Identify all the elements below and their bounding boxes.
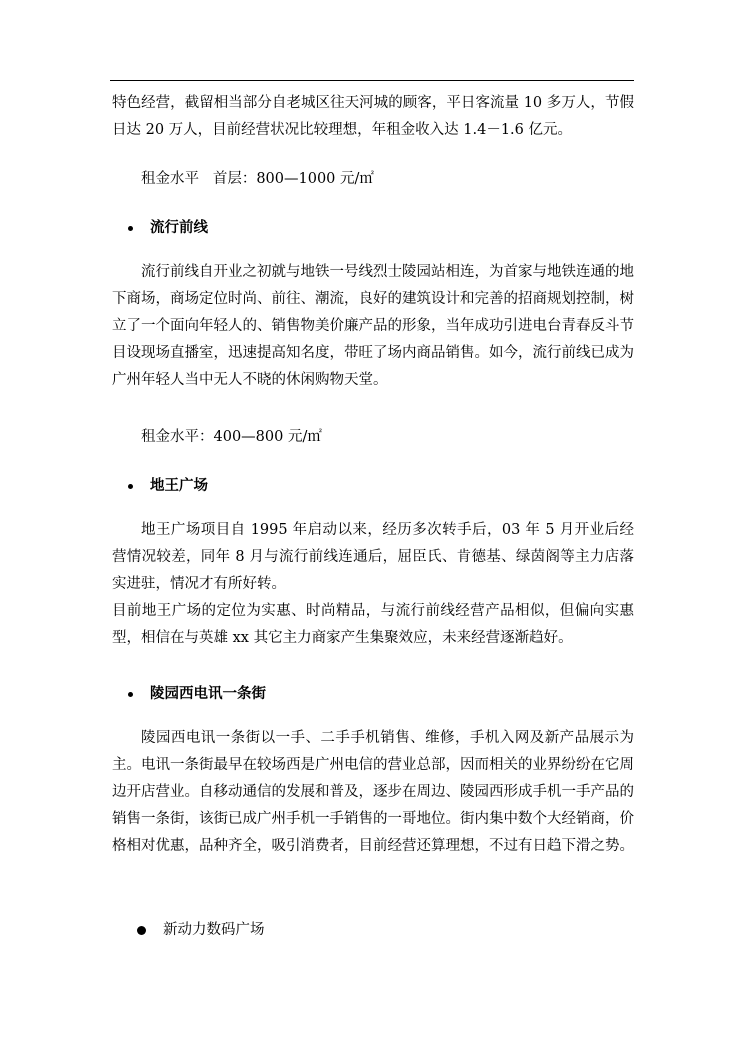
section-body-diwang-1: 地王广场项目自 1995 年启动以来，经历多次转手后，03 年 5 月开业后经营情况较差，同年 8 月与流行前线连通后，屈臣氏、肯德基、绿茵阁等主力店落实进驻，情况才有所好转。 (112, 522, 634, 592)
section-body-lingyuanxi: 陵园西电讯一条街以一手、二手手机销售、维修，手机入网及新产品展示为主。电讯一条街最早在较场西是广州电信的营业总部，因而相关的业界纷纷在它周边开店营业。自移动通信的发展和普及，逐步在周边、陵园西形成手机一手产品的销售一条街，该街已成广州手机一手销售的一哥地位。街内集中数个大经销商，价格相对优惠，品种齐全，吸引消费者，目前经营还算理想，不过有日趋下滑之势。 (112, 730, 634, 854)
section-heading-label: 陵园西电讯一条街 (150, 686, 266, 702)
section-heading-label: 新动力数码广场 (163, 922, 265, 938)
section-heading-lingyuanxi (128, 681, 266, 708)
rent-level-2: 租金水平：400—800 元/㎡ (141, 429, 322, 445)
bullet-icon (137, 926, 146, 935)
section-heading-xindongli (137, 917, 265, 944)
rent-level-1: 租金水平 首层：800—1000 元/㎡ (141, 171, 374, 187)
header-rule (110, 80, 634, 81)
section-body-liuxing: 流行前线自开业之初就与地铁一号线烈士陵园站相连，为首家与地铁连通的地下商场，商场定位时尚、前往、潮流，良好的建筑设计和完善的招商规划控制，树立了一个面向年轻人的、销售物美价廉产品的形象，当年成功引进电台青春反斗节目设现场直播室，迅速提高知名度，带旺了场内商品销售。如今，流行前线已成为广州年轻人当中无人不晓的休闲购物天堂。 (112, 264, 634, 388)
intro-paragraph: 特色经营，截留相当部分自老城区往天河城的顾客，平日客流量 10 多万人，节假日达 20 万人，目前经营状况比较理想，年租金收入达 1.4－1.6 亿元。 (112, 95, 634, 138)
section-heading-label: 地王广场 (150, 478, 208, 494)
bullet-icon (128, 692, 133, 697)
section-heading-liuxing (128, 215, 208, 242)
bullet-icon (128, 226, 133, 231)
section-heading-diwang (128, 473, 208, 500)
section-heading-label: 流行前线 (150, 220, 208, 236)
section-body-diwang-2: 目前地王广场的定位为实惠、时尚精品，与流行前线经营产品相似，但偏向实惠型，相信在与英雄 xx 其它主力商家产生集聚效应，未来经营逐渐趋好。 (112, 603, 634, 646)
bullet-icon (128, 484, 133, 489)
